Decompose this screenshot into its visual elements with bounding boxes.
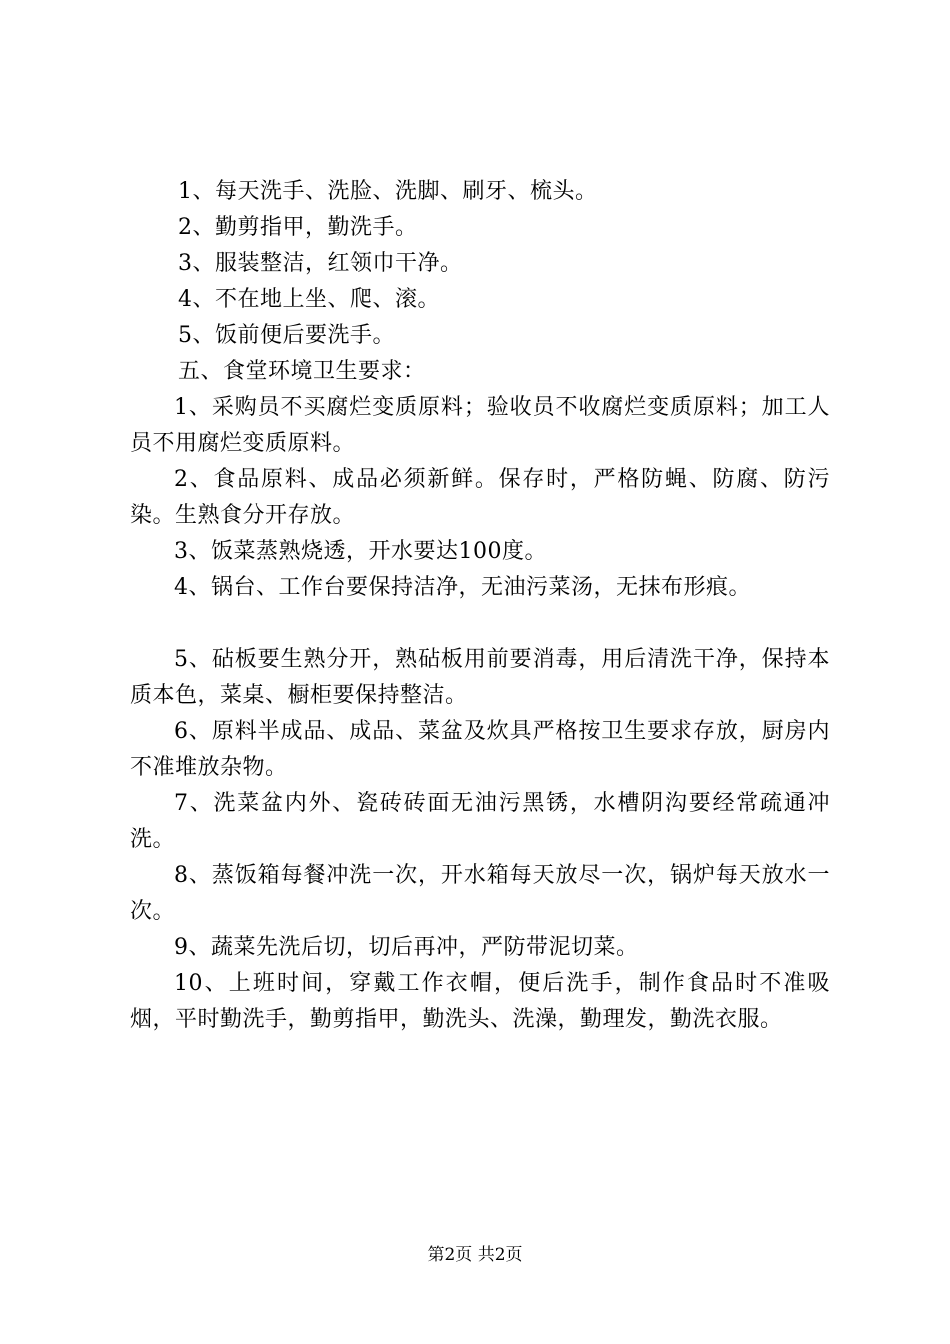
list-item: 7、洗菜盆内外、瓷砖砖面无油污黑锈，水槽阴沟要经常疏通冲洗。 (130, 791, 830, 852)
list-item: 5、砧板要生熟分开，熟砧板用前要消毒，用后清洗干净，保持本质本色，菜桌、橱柜要保持整洁。 (130, 647, 830, 708)
list-item: 4、锅台、工作台要保持洁净，无油污菜汤，无抹布形痕。 (174, 575, 751, 600)
paragraph-gap (130, 606, 830, 642)
list-item: 3、饭菜蒸熟烧透，开水要达100度。 (174, 539, 547, 564)
list-item: 4、不在地上坐、爬、滚。 (178, 287, 440, 312)
list-item: 8、蒸饭箱每餐冲洗一次，开水箱每天放尽一次，锅炉每天放水一次。 (130, 863, 830, 924)
page-footer (0, 1245, 950, 1265)
list-item: 10、上班时间，穿戴工作衣帽，便后洗手，制作食品时不准吸烟，平时勤洗手，勤剪指甲，勤洗头、洗澡，勤理发，勤洗衣服。 (130, 971, 830, 1032)
section-heading: 五、食堂环境卫生要求： (178, 359, 426, 384)
document-body (130, 174, 830, 1038)
list-item: 3、服装整洁，红领巾干净。 (178, 251, 463, 276)
list-item: 5、饭前便后要洗手。 (178, 323, 395, 348)
list-item: 6、原料半成品、成品、菜盆及炊具严格按卫生要求存放，厨房内不准堆放杂物。 (130, 719, 830, 780)
page-number-label: 第2页 共2页 (427, 1245, 523, 1265)
list-item: 9、蔬菜先洗后切，切后再冲，严防带泥切菜。 (174, 935, 639, 960)
list-item: 1、采购员不买腐烂变质原料；验收员不收腐烂变质原料；加工人员不用腐烂变质原料。 (130, 395, 830, 456)
list-item: 2、食品原料、成品必须新鲜。保存时，严格防蝇、防腐、防污染。生熟食分开存放。 (130, 467, 830, 528)
list-item: 2、勤剪指甲，勤洗手。 (178, 215, 418, 240)
list-item: 1、每天洗手、洗脸、洗脚、刷牙、梳头。 (178, 179, 598, 204)
